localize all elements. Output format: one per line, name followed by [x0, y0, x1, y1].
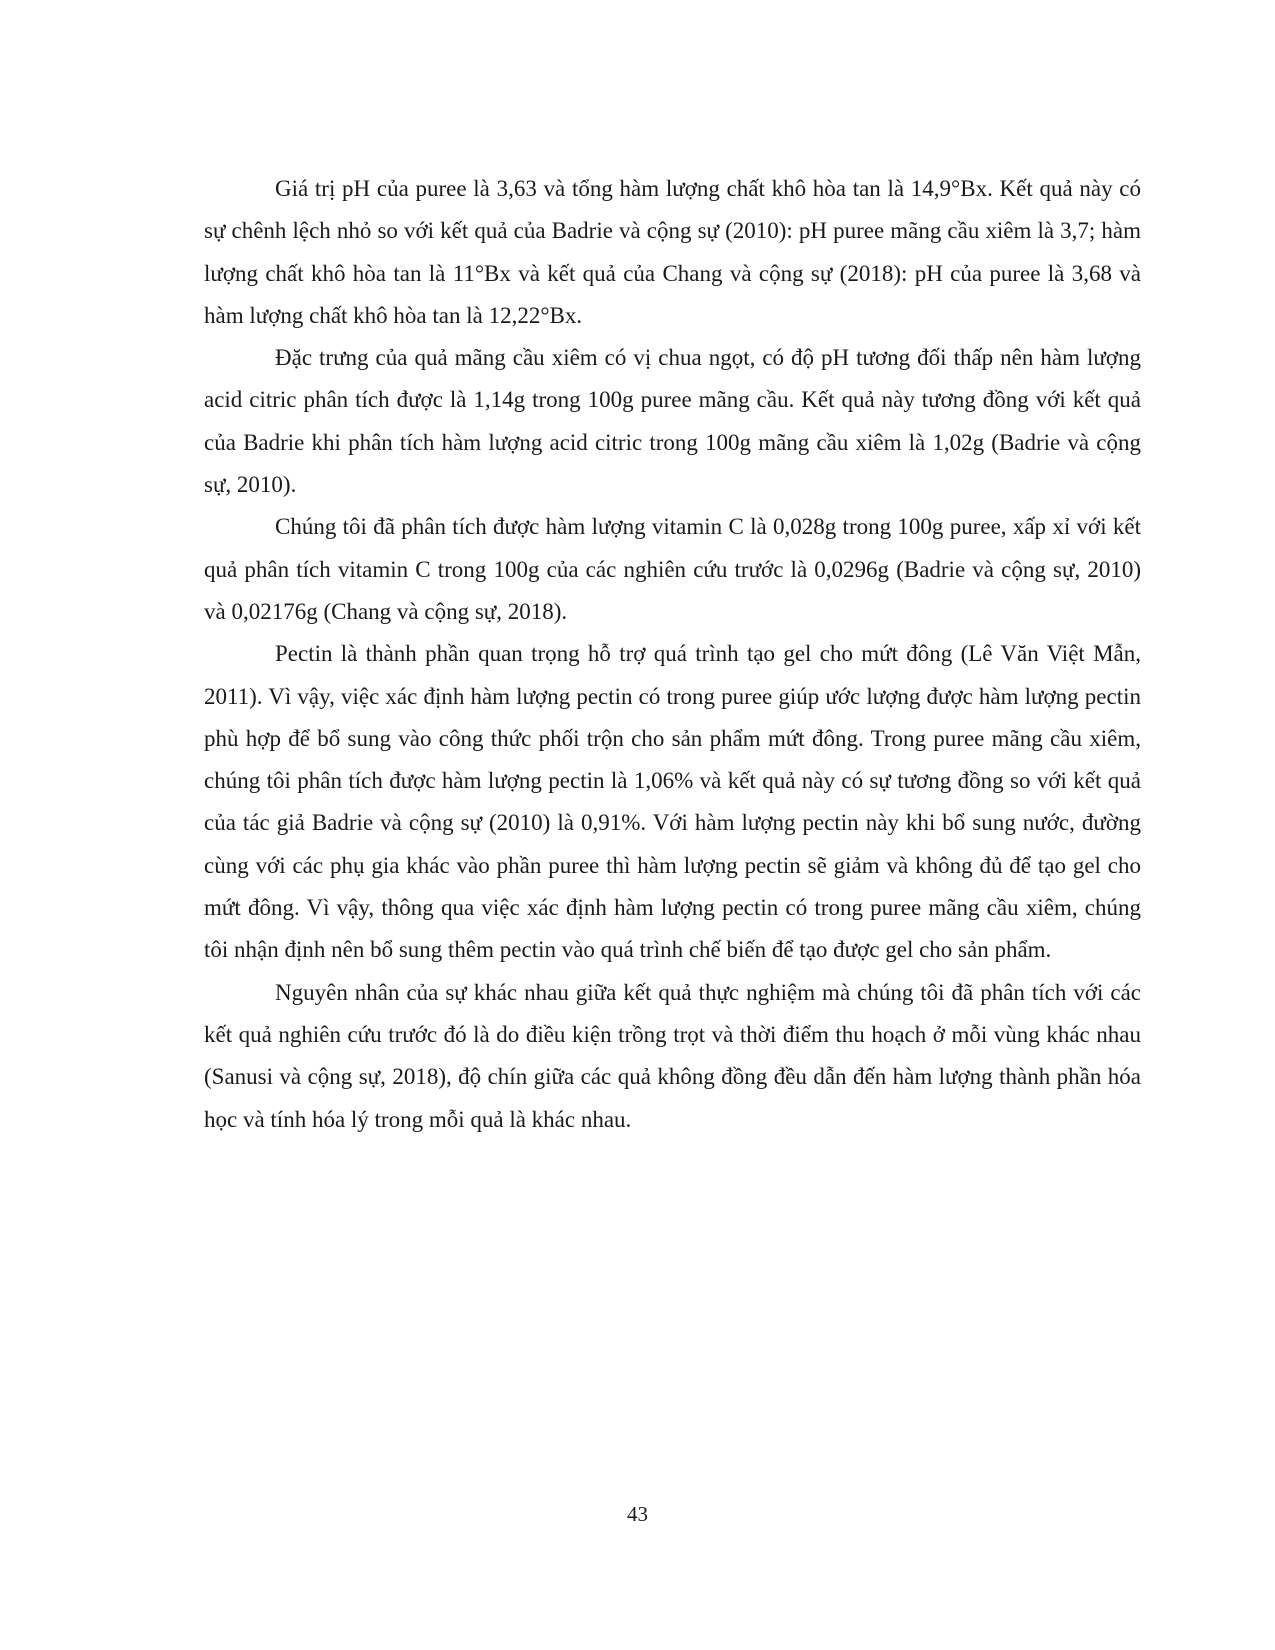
paragraph-ph-brix: Giá trị pH của puree là 3,63 và tổng hàm lượng chất khô hòa tan là 14,9°Bx. Kết quả này có sự chênh lệch nhỏ so với kết quả của Badrie và cộng sự (2010): pH puree mãng cầu xiêm là 3,7; hàm lượng chất khô hòa tan là 11°Bx và kết quả của Chang và cộng sự (2018): pH của puree là 3,68 và hàm lượng chất khô hòa tan là 12,22°Bx. — [204, 176, 1141, 328]
paragraph-citric-acid: Đặc trưng của quả mãng cầu xiêm có vị chua ngọt, có độ pH tương đối thấp nên hàm lượng acid citric phân tích được là 1,14g trong 100g puree mãng cầu. Kết quả này tương đồng với kết quả của Badrie khi phân tích hàm lượng acid citric trong 100g mãng cầu xiêm là 1,02g (Badrie và cộng sự, 2010). — [204, 345, 1141, 498]
paragraph-vitamin-c: Chúng tôi đã phân tích được hàm lượng vitamin C là 0,028g trong 100g puree, xấp xỉ với kết quả phân tích vitamin C trong 100g của các nghiên cứu trước là 0,0296g (Badrie và cộng sự, 2010) và 0,02176g (Chang và cộng sự, 2018). — [204, 514, 1141, 624]
paragraph-differences: Nguyên nhân của sự khác nhau giữa kết quả thực nghiệm mà chúng tôi đã phân tích với các kết quả nghiên cứu trước đó là do điều kiện trồng trọt và thời điểm thu hoạch ở mỗi vùng khác nhau (Sanusi và cộng sự, 2018), độ chín giữa các quả không đồng đều dẫn đến hàm lượng thành phần hóa học và tính hóa lý trong mỗi quả là khác nhau. — [204, 979, 1141, 1132]
paragraph-pectin: Pectin là thành phần quan trọng hỗ trợ quá trình tạo gel cho mứt đông (Lê Văn Việt Mẫn, 2011). Vì vậy, việc xác định hàm lượng pectin có trong puree giúp ước lượng được hàm lượng pectin phù hợp để bổ sung vào công thức phối trộn cho sản phẩm mứt đông. Trong puree mãng cầu xiêm, chúng tôi phân tích được hàm lượng pectin là 1,06% và kết quả này có sự tương đồng so với kết quả của tác giả Badrie và cộng sự (2010) là 0,91%. Với hàm lượng pectin này khi bổ sung nước, đường cùng với các phụ gia khác vào phần puree thì hàm lượng pectin sẽ giảm và không đủ để tạo gel cho mứt đông. Vì vậy, thông qua việc xác định hàm lượng pectin có trong puree mãng cầu xiêm, chúng tôi nhận định nên bổ sung thêm pectin vào quá trình chế biến để tạo được gel cho sản phẩm. — [204, 641, 1141, 963]
page-body — [204, 168, 1141, 1141]
page-number: 43 — [627, 1502, 648, 1526]
